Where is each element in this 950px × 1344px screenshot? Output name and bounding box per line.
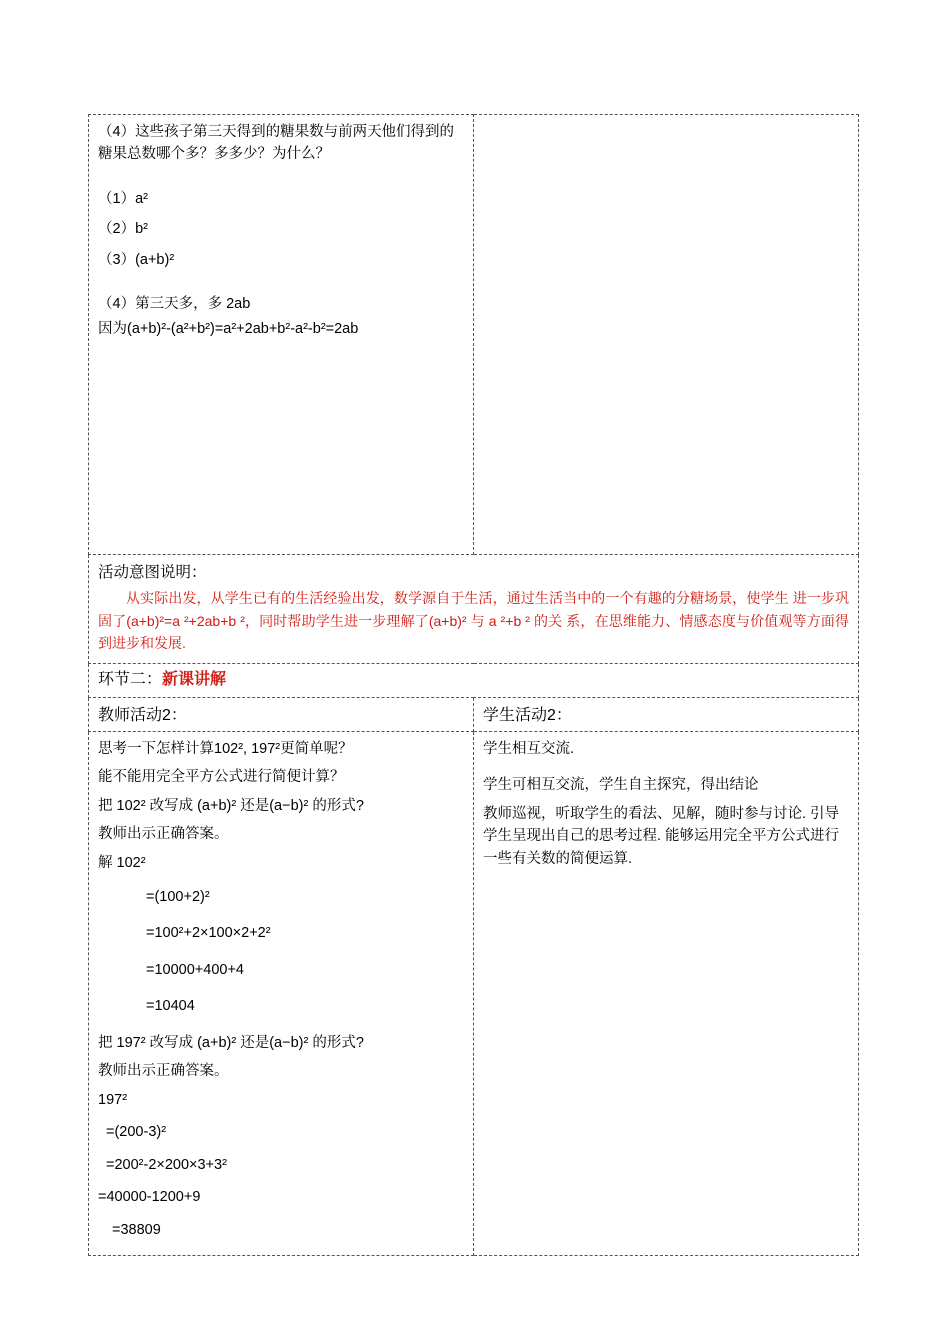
calc1-line-1: =(100+2)² <box>146 888 210 905</box>
student-line-3: 教师巡视，听取学生的看法、见解，随时参与讨论. 引导学生呈现出自己的思考过程. 能够运用完全平方公式进行一些有关数的简便运算. <box>483 805 840 867</box>
step-label: 环节二： <box>98 671 163 689</box>
intent-body: 从实际出发，从学生已有的生活经验出发，数学源自于生活，通过生活当中的一个有趣的分糖场景，使学生 进一步巩固了(a+b)²=a ²+2ab+b ²，同时帮助学生进一步理解了(a+b)² 与 a ²+b ² 的关 系，在思维能力、情感态度与价值观等方面得到进步和发展. <box>98 590 849 652</box>
calc2-line-4: =38809 <box>112 1221 161 1238</box>
answer-1: （1）a² <box>98 190 148 207</box>
student-line-1: 学生相互交流. <box>483 740 575 757</box>
calc2-line-2: =200²-2×200×3+3² <box>106 1156 227 1173</box>
teacher-activity-cell <box>89 731 474 1256</box>
step-value: 新课讲解 <box>162 671 227 689</box>
teacher-line-8: 197² <box>98 1091 128 1108</box>
teacher-line-2: 能不能用完全平方公式进行简便计算？ <box>98 769 345 786</box>
answer-4-reason: 因为(a+b)²-(a²+b²)=a²+2ab+b²-a²-b²=2ab <box>98 320 359 337</box>
teacher-activity-header: 教师活动2： <box>98 706 187 724</box>
teacher-line-4: 教师出示正确答案。 <box>98 826 229 843</box>
lesson-plan-table <box>88 114 859 1256</box>
table-row-intent <box>89 555 859 664</box>
answer-2: （2）b² <box>98 221 148 238</box>
answer-4: （4）第三天多，多 2ab <box>98 296 251 313</box>
teacher-line-3: 把 102² 改写成 (a+b)² 还是(a−b)² 的形式? <box>98 797 364 814</box>
calc1-line-4: =10404 <box>146 998 195 1015</box>
question-cell-right-blank <box>474 115 859 555</box>
table-row-activity-body <box>89 731 859 1256</box>
step-bar-cell <box>89 664 859 698</box>
table-row-question <box>89 115 859 555</box>
calc2-line-3: =40000-1200+9 <box>98 1189 201 1206</box>
student-activity-cell <box>474 731 859 1256</box>
calc1-line-3: =10000+400+4 <box>146 961 244 978</box>
intent-cell <box>89 555 859 664</box>
calc1-line-2: =100²+2×100×2+2² <box>146 925 271 942</box>
question-4-prompt: （4）这些孩子第三天得到的糖果数与前两天他们得到的糖果总数哪个多？多多少？为什么？ <box>98 124 455 163</box>
teacher-line-6: 把 197² 改写成 (a+b)² 还是(a−b)² 的形式? <box>98 1034 364 1051</box>
table-row-activity-headers <box>89 697 859 731</box>
answer-3: （3）(a+b)² <box>98 251 175 268</box>
intent-title: 活动意图说明： <box>98 564 207 581</box>
student-activity-header-cell <box>474 697 859 731</box>
table-row-step <box>89 664 859 698</box>
teacher-line-5: 解 102² <box>98 854 146 871</box>
teacher-line-7: 教师出示正确答案。 <box>98 1063 229 1080</box>
student-line-2: 学生可相互交流，学生自主探究，得出结论 <box>483 777 759 794</box>
calc2-line-1: =(200-3)² <box>106 1124 167 1141</box>
question-cell <box>89 115 474 555</box>
teacher-line-1: 思考一下怎样计算102², 197²更简单呢？ <box>98 740 353 757</box>
student-activity-header: 学生活动2： <box>483 706 572 724</box>
teacher-activity-header-cell <box>89 697 474 731</box>
